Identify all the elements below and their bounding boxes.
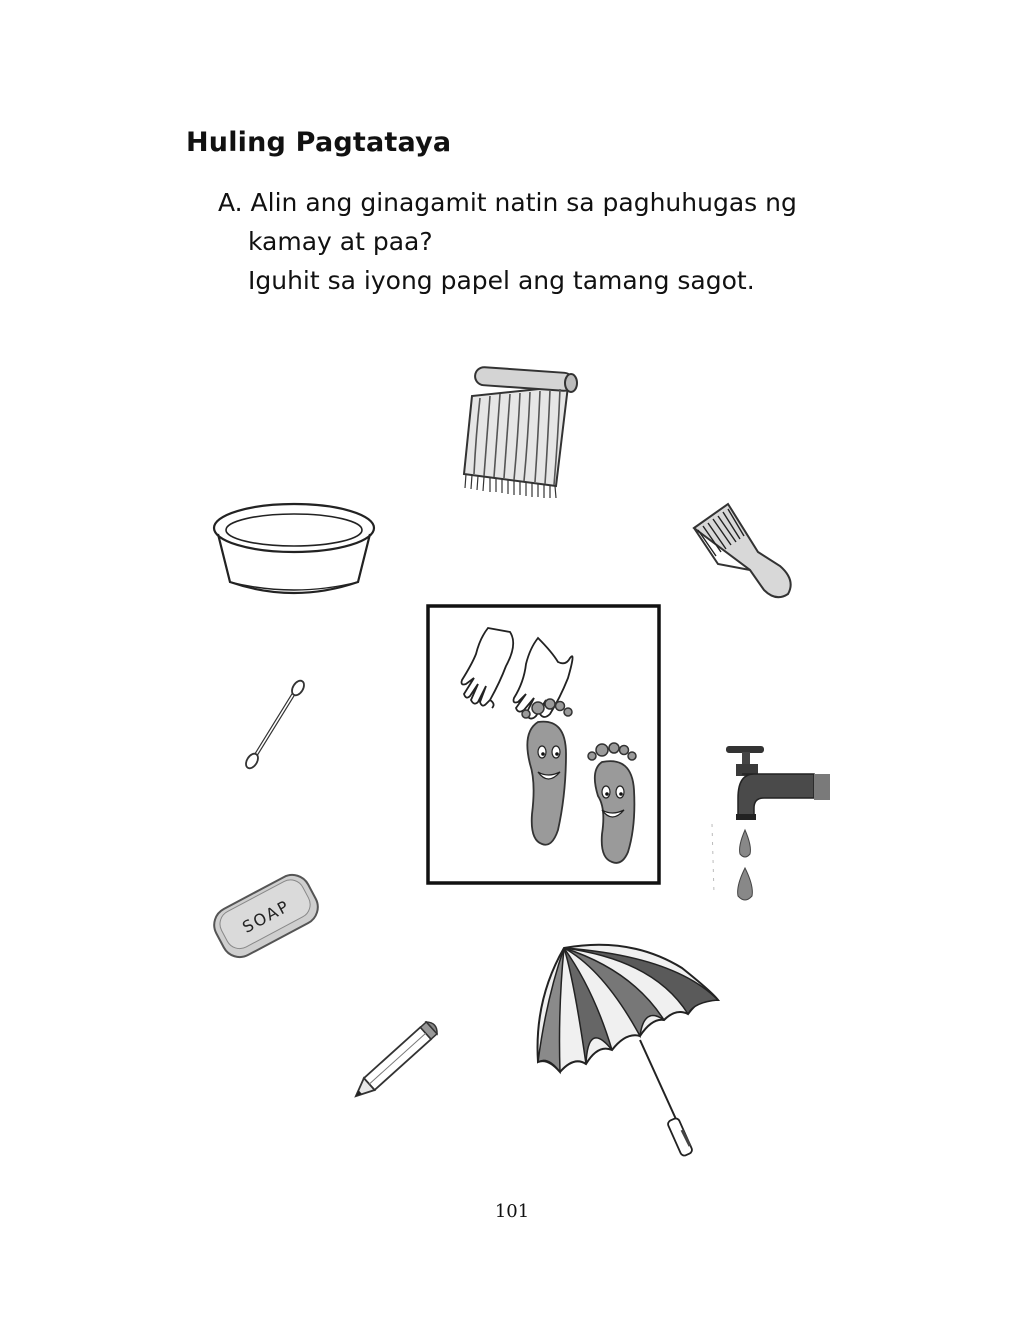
page-number: 101 [494,1201,530,1222]
page-title: Huling Pagtataya [186,127,452,158]
cotton-bud-icon [240,680,310,770]
soap-icon [208,868,324,964]
faucet-icon [710,744,832,912]
soap-label: SOAP [239,896,294,937]
basin-icon [210,498,378,598]
comb-icon [688,500,800,602]
umbrella-icon [534,940,724,1162]
question-line-1: A. Alin ang ginagamit natin sa paghuhugas ng [218,188,797,217]
towel-icon [450,364,585,499]
question-line-2: kamay at paa? [248,227,433,256]
question-line-3: Iguhit sa iyong papel ang tamang sagot. [248,266,755,295]
pencil-icon [340,1010,452,1110]
hands-feet-icon [426,604,662,886]
